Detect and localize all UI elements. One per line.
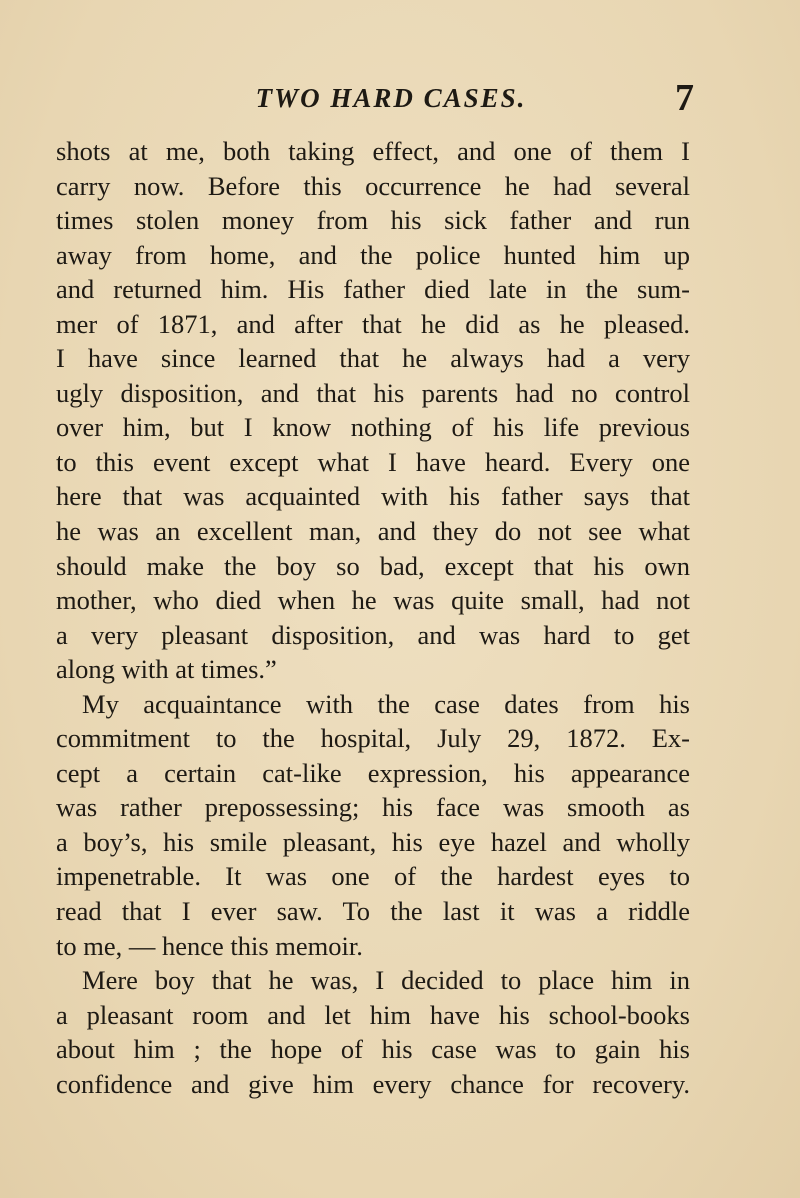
text-line: was rather prepossessing; his face was smooth as bbox=[56, 792, 690, 823]
text-line: a pleasant room and let him have his school-books bbox=[56, 999, 690, 1030]
text-line: cept a certain cat-like expression, his appearance bbox=[56, 757, 690, 788]
body-text bbox=[56, 134, 690, 1101]
text-line: mer of 1871, and after that he did as he pleased. bbox=[56, 308, 690, 339]
text-line: away from home, and the police hunted him up bbox=[56, 239, 690, 270]
text-line: mother, who died when he was quite small, had not bbox=[56, 585, 690, 616]
text-line: and returned him. His father died late in the sum- bbox=[56, 274, 690, 305]
text-line: to me, — hence this memoir. bbox=[56, 930, 363, 961]
running-head bbox=[56, 77, 694, 119]
text-line: he was an excellent man, and they do not see what bbox=[56, 516, 690, 547]
page-number: 7 bbox=[675, 77, 694, 119]
text-line: Mere boy that he was, I decided to place him in bbox=[82, 965, 690, 996]
text-line: shots at me, both taking effect, and one of them I bbox=[56, 136, 690, 166]
text-line: to this event except what I have heard. Every one bbox=[56, 446, 690, 477]
text-line: over him, but I know nothing of his life previous bbox=[56, 412, 690, 443]
text-line: should make the boy so bad, except that his own bbox=[56, 550, 690, 581]
text-line: ugly disposition, and that his parents had no control bbox=[56, 377, 690, 408]
text-line: here that was acquainted with his father says that bbox=[56, 481, 690, 512]
text-line: read that I ever saw. To the last it was a riddle bbox=[56, 896, 690, 927]
text-line: a very pleasant disposition, and was hard to get bbox=[56, 619, 690, 650]
text-line: commitment to the hospital, July 29, 1872. Ex- bbox=[56, 723, 690, 754]
text-line: carry now. Before this occurrence he had several bbox=[56, 170, 690, 201]
running-head-title: TWO HARD CASES. bbox=[255, 83, 527, 113]
text-line: I have since learned that he always had a very bbox=[56, 343, 690, 374]
text-line: about him ; the hope of his case was to gain his bbox=[56, 1034, 690, 1065]
text-line: along with at times.” bbox=[56, 654, 277, 685]
text-line: impenetrable. It was one of the hardest eyes to bbox=[56, 861, 690, 892]
text-line: confidence and give him every chance for recovery. bbox=[56, 1068, 690, 1099]
text-line: a boy’s, his smile pleasant, his eye hazel and wholly bbox=[56, 826, 690, 857]
text-line: times stolen money from his sick father and run bbox=[56, 205, 690, 236]
text-line: My acquaintance with the case dates from his bbox=[82, 688, 690, 719]
